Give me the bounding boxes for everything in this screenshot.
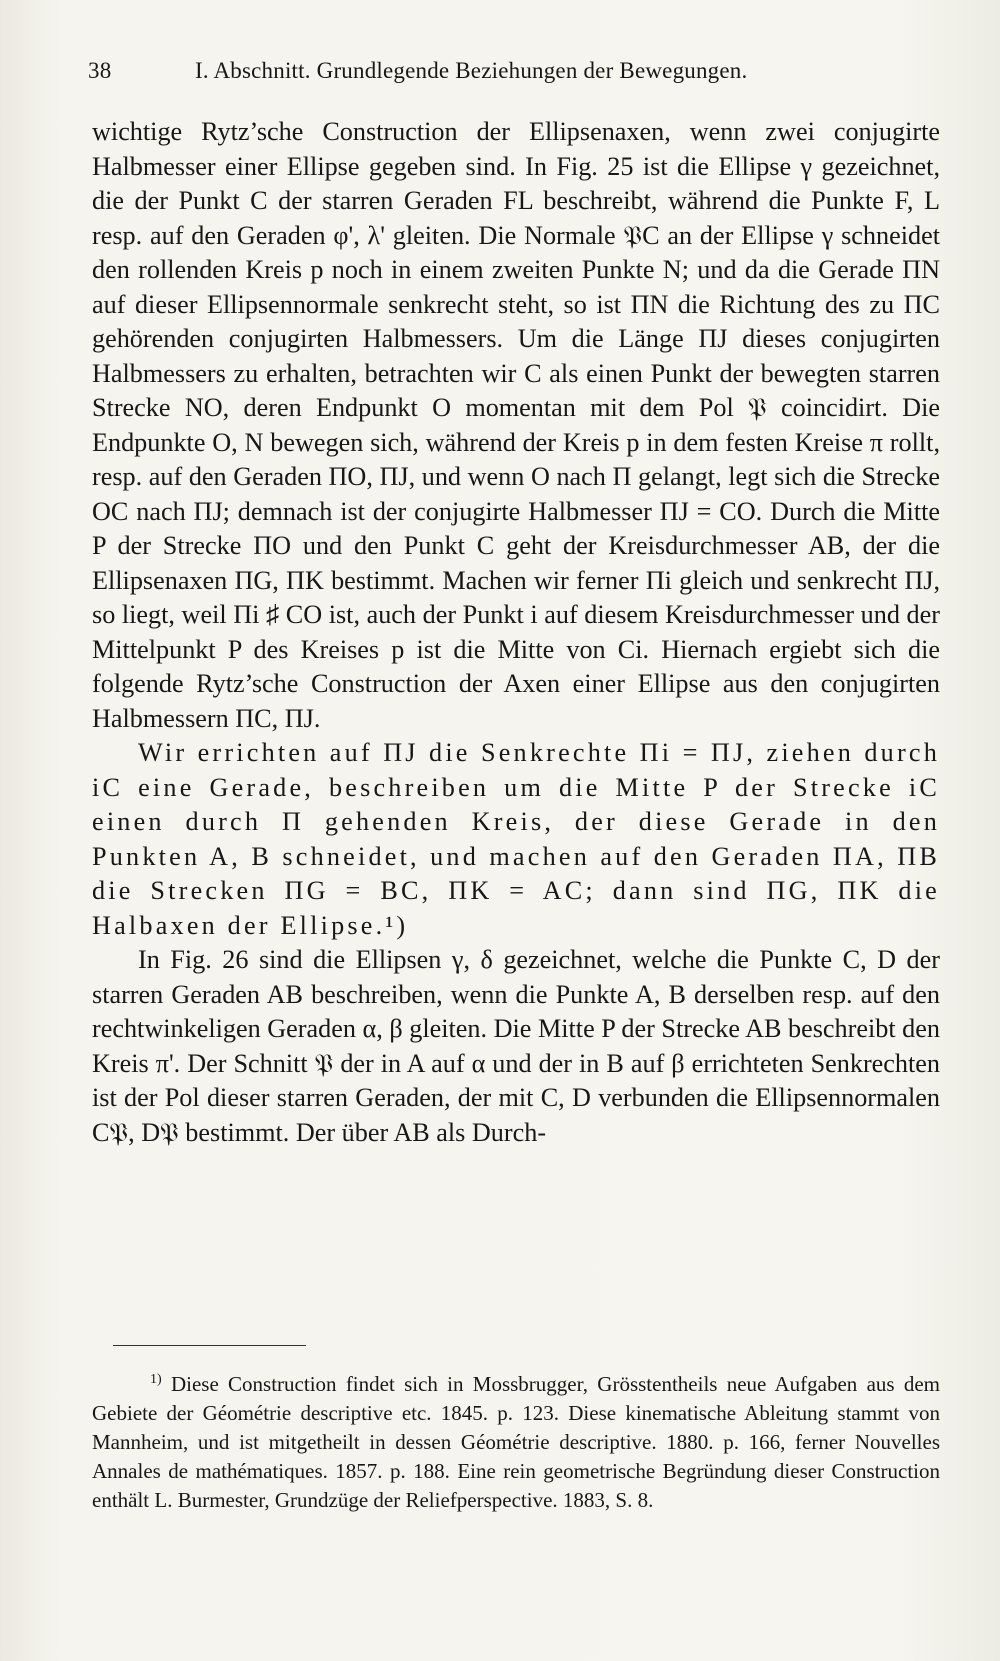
paragraph-rytz-construction: wichtige Rytz’sche Construction der Ellipsenaxen, wenn zwei conjugirte Halbmesser einer Ellipse gegeben sind. In Fig. 25 ist die Ellipse γ gezeichnet, die der Punkt C der starren Geraden FL beschreibt, während die Punkte F, L resp. auf den Geraden φ', λ' gleiten. Die Normale 𝔓C an der Ellipse γ schneidet den rollenden Kreis p noch in einem zweiten Punkte N; und da die Gerade ΠN auf dieser Ellipsennormale senkrecht steht, so ist ΠN die Richtung des zu ΠC gehörenden conjugirten Halbmessers. Um die Länge ΠJ dieses conjugirten Halbmessers zu erhalten, betrachten wir C als einen Punkt der bewegten starren Strecke NO, deren Endpunkt O momentan mit dem Pol 𝔓 coincidirt. Die Endpunkte O, N bewegen sich, während der Kreis p in dem festen Kreise π rollt, resp. auf den Geraden ΠO, ΠJ, und wenn O nach Π gelangt, legt sich die Strecke OC nach ΠJ; demnach ist der conjugirte Halbmesser ΠJ = CO. Durch die Mitte P der Strecke ΠO und den Punkt C geht der Kreisdurchmesser AB, der die Ellipsenaxen ΠG, ΠK bestimmt. Machen wir ferner Πi gleich und senkrecht ΠJ, so liegt, weil Πi ♯ CO ist, auch der Punkt i auf diesem Kreisdurchmesser und der Mittelpunkt P des Kreises p ist die Mitte von Ci. Hiernach ergiebt sich die folgende Rytz’sche Construction der Axen einer Ellipse aus den conjugirten Halbmessern ΠC, ΠJ. <box>92 117 940 733</box>
main-text <box>92 115 940 1150</box>
footnote-mark: 1) <box>150 1372 162 1387</box>
paragraph-construction-steps: Wir errichten auf ΠJ die Senkrechte Πi = ΠJ, ziehen durch iC eine Gerade, beschreiben um die Mitte P der Strecke iC einen durch Π gehenden Kreis, der diese Gerade in den Punkten A, B schneidet, und machen auf den Geraden ΠA, ΠB die Strecken ΠG = BC, ΠK = AC; dann sind ΠG, ΠK die Halbaxen der Ellipse.¹) <box>92 738 940 940</box>
page-header <box>88 58 948 94</box>
footnotes <box>92 1365 940 1515</box>
running-head: I. Abschnitt. Grundlegende Beziehungen der Bewegungen. <box>195 58 748 83</box>
footnote-divider <box>113 1345 306 1346</box>
footnote-1 <box>92 1365 940 1515</box>
page-number: 38 <box>88 58 112 83</box>
footnote-text: Diese Construction findet sich in Mossbrugger, Grösstentheils neue Aufgaben aus dem Gebiete der Géométrie descriptive etc. 1845. p. 123. Diese kinematische Ableitung stammt von Mannheim, und ist mitgetheilt in dessen Géométrie descriptive. 1880. p. 166, ferner Nouvelles Annales de mathématiques. 1857. p. 188. Eine rein geometrische Begründung dieser Construction enthält L. Burmester, Grundzüge der Reliefperspective. 1883, S. 8. <box>92 1372 940 1512</box>
paragraph-fig-26: In Fig. 26 sind die Ellipsen γ, δ gezeichnet, welche die Punkte C, D der starren Geraden AB beschreiben, wenn die Punkte A, B derselben resp. auf den rechtwinkeligen Geraden α, β gleiten. Die Mitte P der Strecke AB beschreibt den Kreis π'. Der Schnitt 𝔓 der in A auf α und der in B auf β errichteten Senkrechten ist der Pol dieser starren Geraden, der mit C, D verbunden die Ellipsennormalen C𝔓, D𝔓 bestimmt. Der über AB als Durch- <box>92 945 940 1147</box>
